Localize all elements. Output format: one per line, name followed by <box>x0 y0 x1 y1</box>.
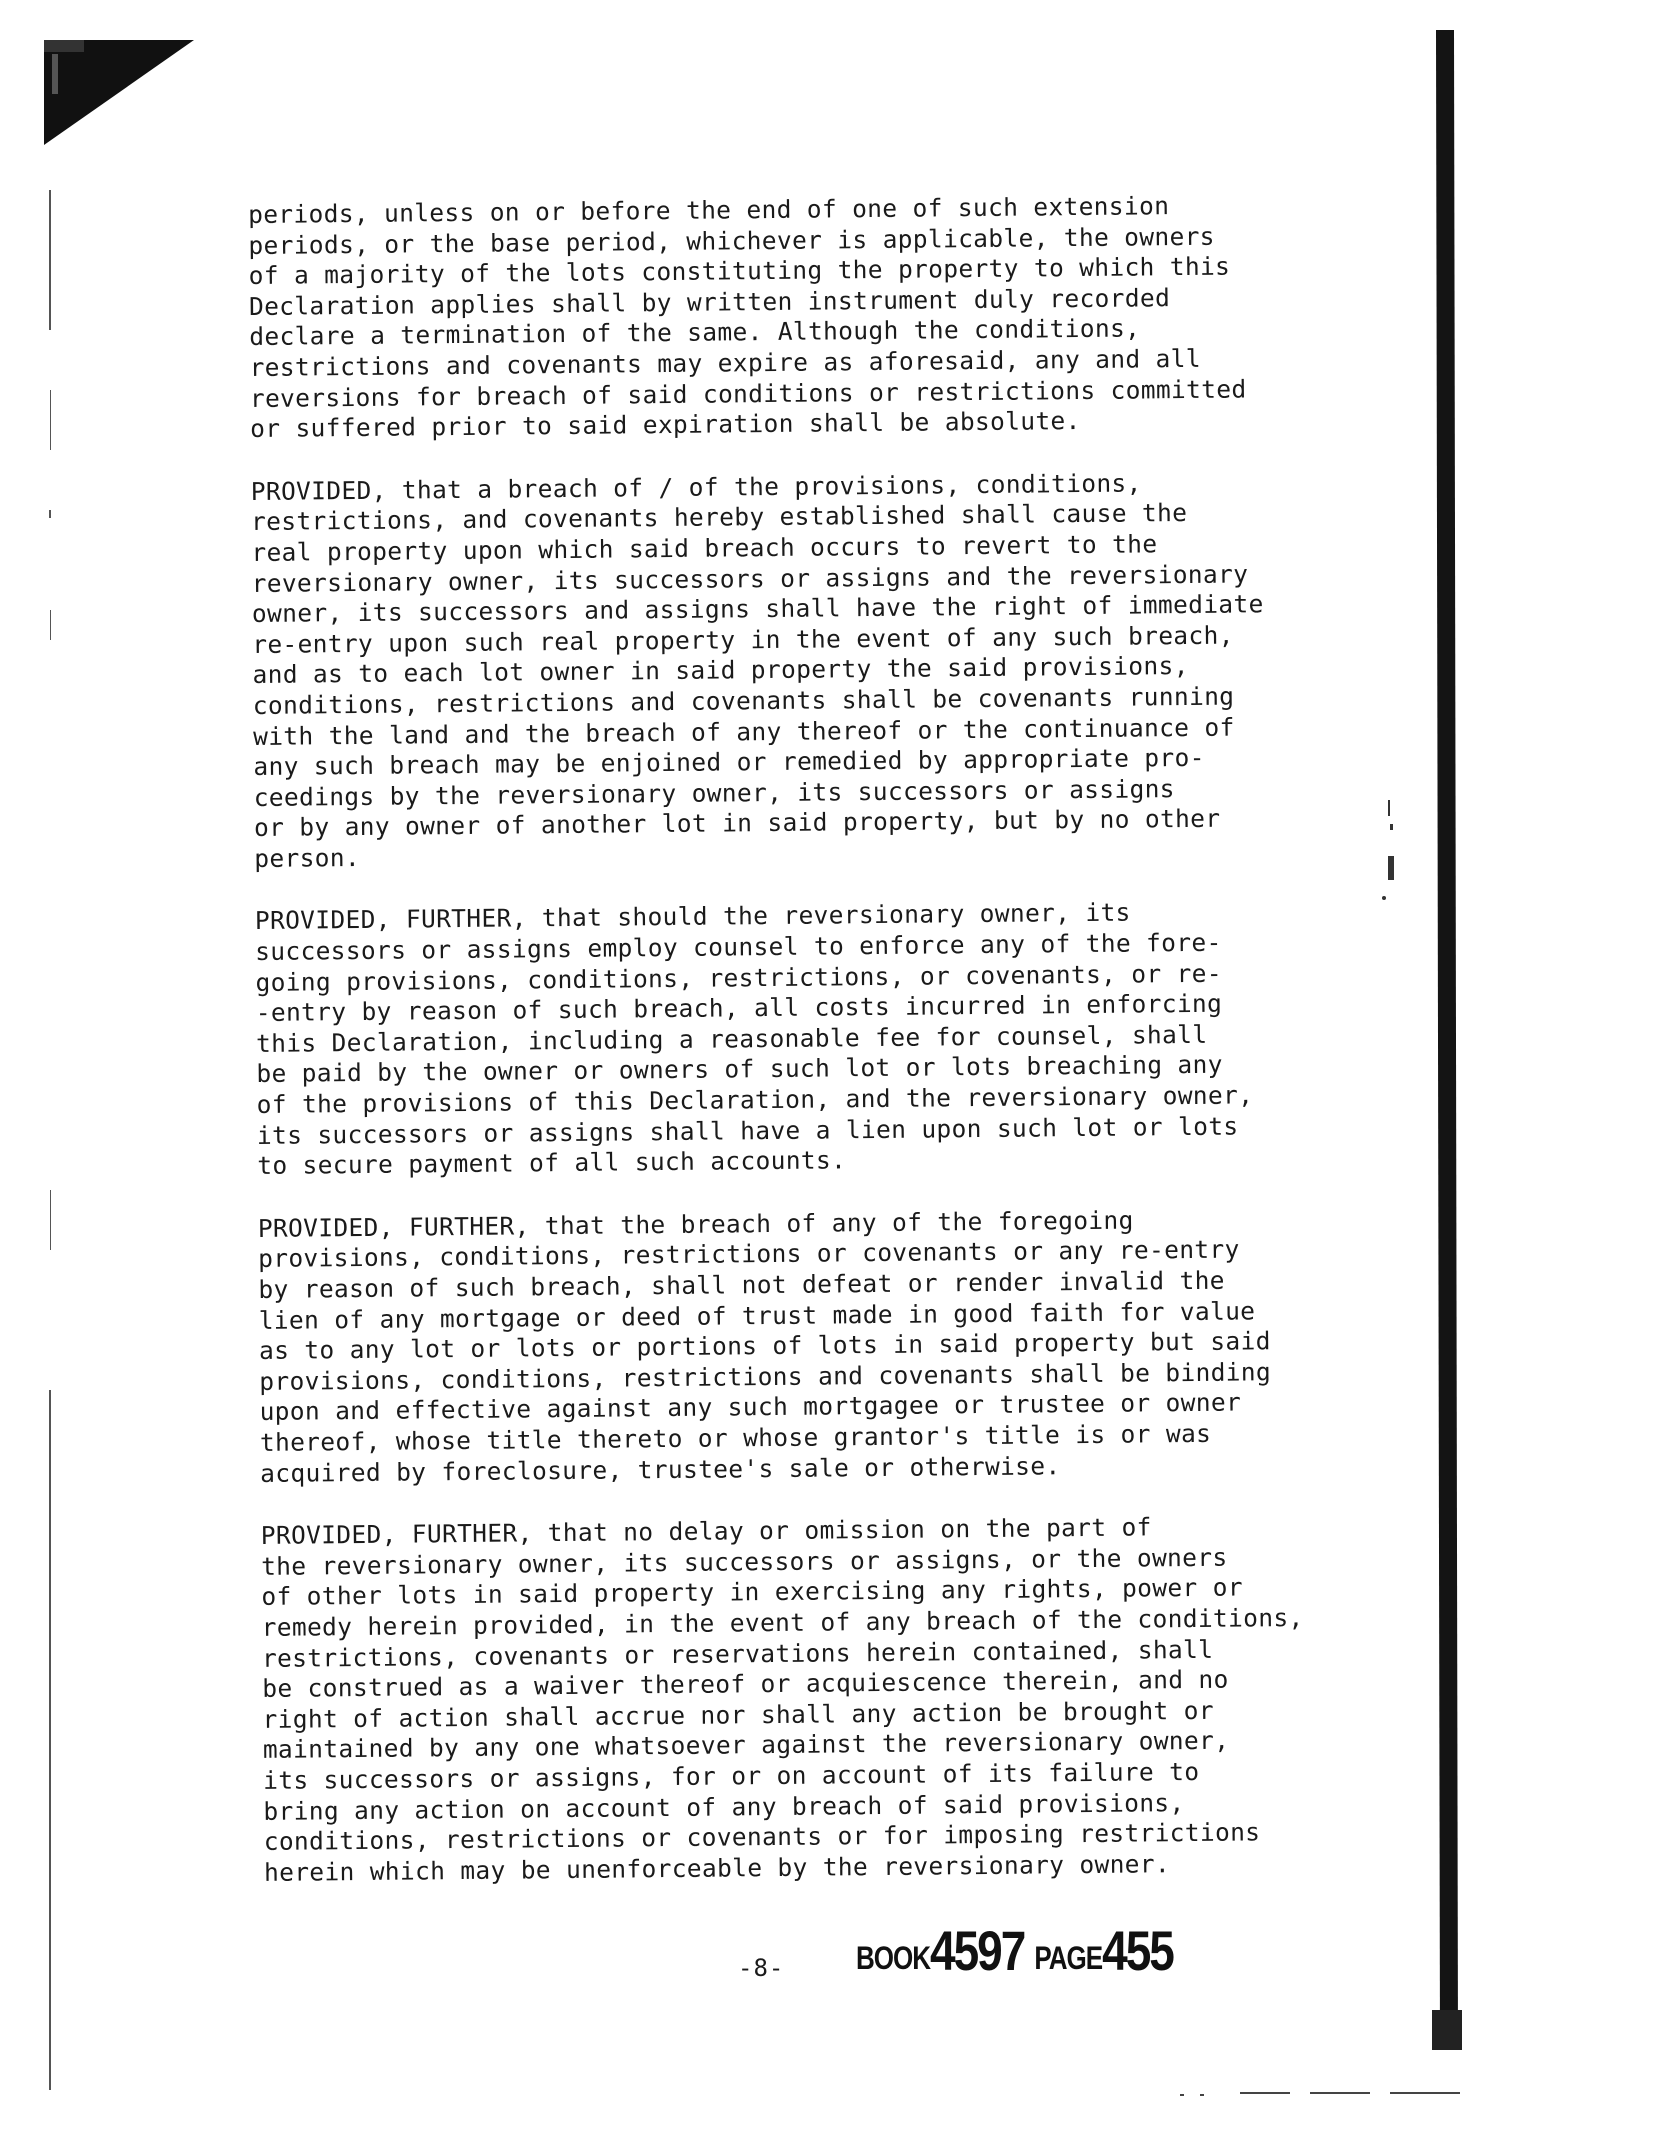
paragraph-provided-breach: PROVIDED, that a breach of / of the provisions, conditions, restrictions, and covenants hereby established shall cause the real property upon which said breach occurs to revert to the reversionary owner, its successors or assigns and the reversionary owner, its successors and assigns shall have the right of immediate re-entry upon such real property in the event of any such breach, and as to each lot owner in said property the said provisions, conditions, restrictions and covenants shall be covenants running with the land and the breach of any thereof or the continuance of any such breach may be enjoined or remedied by appropriate pro- ceedings by the reversionary owner, its successors or assigns or by any owner of another lot in said property, but by no other person. <box>250 468 1264 873</box>
paragraph-termination: periods, unless on or before the end of one of such extension periods, or the base period, whichever is applicable, the owners of a majority of the lots constituting the property to which this Declaration applies shall by written instrument duly recorded declare a termination of the same. Although the conditions, restrictions and covenants may expire as aforesaid, any and all reversions for breach of said conditions or restrictions committed or suffered prior to said expiration shall be absolute. <box>248 191 1247 444</box>
page-number: -8- <box>738 1954 785 1982</box>
scan-corner-mark <box>44 40 194 145</box>
page-value: 455 <box>1102 1919 1173 1983</box>
paragraph-provided-mortgage: PROVIDED, FURTHER, that the breach of any of the foregoing provisions, conditions, restrictions or covenants or any re-entry by reason of such breach, shall not defeat or render invalid the lien of any mortgage or deed of trust made in good faith for value as to any lot or lots or portions of lots in said property but said provisions, conditions, restrictions and covenants shall be binding upon and effective against any such mortgagee or trustee or owner thereof, whose title thereto or whose grantor's title is or was acquired by foreclosure, trustee's sale or otherwise. <box>257 1205 1272 1488</box>
recording-stamp <box>856 1919 1173 1983</box>
book-number: 4597 <box>930 1919 1025 1983</box>
paragraph-provided-counsel: PROVIDED, FURTHER, that should the reversionary owner, its successors or assigns employ counsel to enforce any of the fore- going provisions, conditions, restrictions, or covenants, or re- -entry by reason of such breach, all costs incurred in enforcing this Declaration, including a reasonable fee for counsel, shall be paid by the owner or owners of such lot or lots breaching any of the provisions of this Declaration, and the reversionary owner, its successors or assigns shall have a lien upon such lot or lots to secure payment of all such accounts. <box>254 898 1254 1181</box>
book-label: BOOK <box>856 1939 930 1977</box>
declaration-body <box>248 189 1444 1921</box>
scan-left-edge-specks <box>46 190 56 2110</box>
scan-bottom-dashes <box>1180 2088 1480 2100</box>
page-label: PAGE <box>1034 1939 1103 1977</box>
paragraph-provided-delay: PROVIDED, FURTHER, that no delay or omission on the part of the reversionary owner, its successors or assigns, or the owners of other lots in said property in exercising any rights, power or remedy herein provided, in the event of any breach of the conditions, restrictions, covenants or reservations herein contained, shall be construed as a waiver thereof or acquiescence therein, and no right of action shall accrue nor shall any action be brought or maintained by any one whatsoever against the reversionary owner, its successors or assigns, for or on account of its failure to bring any action on account of any breach of said provisions, conditions, restrictions or covenants or for imposing restrictions herein which may be unenforceable by the reversionary owner. <box>260 1512 1304 1887</box>
